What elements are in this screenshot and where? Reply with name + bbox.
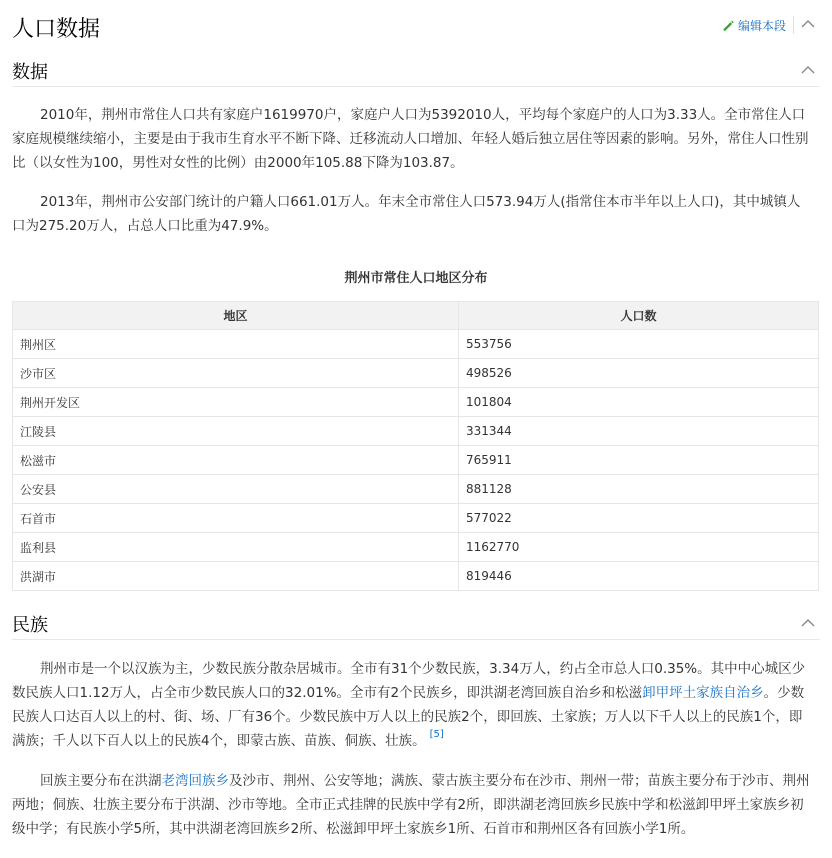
- population-table: [12, 301, 819, 591]
- paragraph-registered-population: 2013年，荆州市公安部门统计的户籍人口661.01万人。年末全市常住人口573.94万人(指常住本市半年以上人口)，其中城镇人口为275.20万人，占总人口比重为47.9%。: [12, 194, 801, 234]
- table-row: [13, 359, 819, 388]
- region-cell: 松滋市: [13, 446, 459, 475]
- population-cell: 765911: [459, 446, 819, 475]
- subsection-title-ethnic: 民族: [12, 615, 48, 636]
- collapse-section-button[interactable]: [800, 16, 818, 34]
- text-segment: 及沙市、荆州、公安等地；满族、蒙古族主要分布在沙市、荆州一带；苗族主要分布于沙市、荆州两地；侗族、壮族主要分布于洪湖、沙市等地。全市正式挂牌的民族中学有2所，即洪湖老湾回族乡民族中学和松滋卸甲坪土家族乡初级中学；有民族小学5所，其中洪湖老湾回族乡2所、松滋卸甲坪土家族乡1所、石首市和荆州区各有回族小学1所。: [12, 773, 810, 837]
- table-row: [13, 330, 819, 359]
- population-cell: 577022: [459, 504, 819, 533]
- section-header-population: [12, 8, 820, 46]
- header-divider: [793, 16, 794, 34]
- region-cell: 洪湖市: [13, 562, 459, 591]
- paragraph-ethnic-overview: [12, 657, 812, 753]
- pencil-icon: [722, 19, 735, 32]
- population-cell: 819446: [459, 562, 819, 591]
- subsection-header-data: [12, 56, 820, 87]
- table-row: [13, 446, 819, 475]
- population-cell: 881128: [459, 475, 819, 504]
- subsection-header-ethnic: [12, 609, 820, 640]
- collapse-subsection-ethnic-button[interactable]: [800, 615, 818, 633]
- text-segment: 荆州市是一个以汉族为主，少数民族分散杂居城市。全市有31个少数民族，3.34万人，约占全市总人口0.35%。其中中心城区少数民族人口1.12万人，占全市少数民族人口的32.01%。全市有2个民族乡，即洪湖老湾回族自治乡和松滋: [12, 661, 806, 701]
- table-caption: 荆州市常住人口地区分布: [344, 271, 488, 286]
- collapse-subsection-data-button[interactable]: [800, 62, 818, 80]
- population-cell: 1162770: [459, 533, 819, 562]
- paragraph-ethnic-distribution: [12, 769, 812, 841]
- table-header-row: [13, 302, 819, 330]
- region-cell: 监利县: [13, 533, 459, 562]
- column-header-population: 人口数: [459, 302, 819, 330]
- table-row: [13, 533, 819, 562]
- region-cell: 荆州开发区: [13, 388, 459, 417]
- table-row: [13, 417, 819, 446]
- population-cell: 101804: [459, 388, 819, 417]
- table-row: [13, 475, 819, 504]
- population-cell: 498526: [459, 359, 819, 388]
- region-cell: 江陵县: [13, 417, 459, 446]
- region-cell: 公安县: [13, 475, 459, 504]
- subsection-title-data: 数据: [12, 62, 48, 83]
- chevron-up-icon: [800, 16, 816, 32]
- population-cell: 331344: [459, 417, 819, 446]
- edit-section-link[interactable]: [722, 17, 786, 34]
- region-cell: 沙市区: [13, 359, 459, 388]
- population-cell: 553756: [459, 330, 819, 359]
- chevron-up-icon: [800, 62, 816, 78]
- edit-section-label: 编辑本段: [737, 19, 786, 33]
- region-cell: 石首市: [13, 504, 459, 533]
- chevron-up-icon: [800, 615, 816, 631]
- table-row: [13, 562, 819, 591]
- region-cell: 荆州区: [13, 330, 459, 359]
- text-segment: 回族主要分布在洪湖: [40, 773, 162, 789]
- link-laowan-hui-township[interactable]: 老湾回族乡: [161, 773, 229, 789]
- table-row: [13, 388, 819, 417]
- page-title: 人口数据: [12, 17, 101, 42]
- reference-link[interactable]: [5]: [429, 729, 444, 740]
- link-xiejiaping-autonomous-township[interactable]: 卸甲坪土家族自治乡: [642, 685, 764, 701]
- paragraph-household: 2010年，荆州市常住人口共有家庭户1619970户，家庭户人口为5392010人，平均每个家庭户的人口为3.33人。全市常住人口家庭规模继续缩小，主要是由于我市生育水平不断下降、迁移流动人口增加、年轻人婚后独立居住等因素的影响。另外，常住人口性别比（以女性为100，男性对女性的比例）由2000年105.88下降为103.87。: [12, 107, 809, 171]
- table-row: [13, 504, 819, 533]
- column-header-region: 地区: [13, 302, 459, 330]
- text-segment: 。少数民族人口达百人以上的村、街、场、厂有36个。少数民族中万人以上的民族2个，即回族、土家族；万人以下千人以上的民族1个，即满族；千人以下百人以上的民族4个，即蒙古族、苗族、侗族、壮族。: [12, 685, 805, 749]
